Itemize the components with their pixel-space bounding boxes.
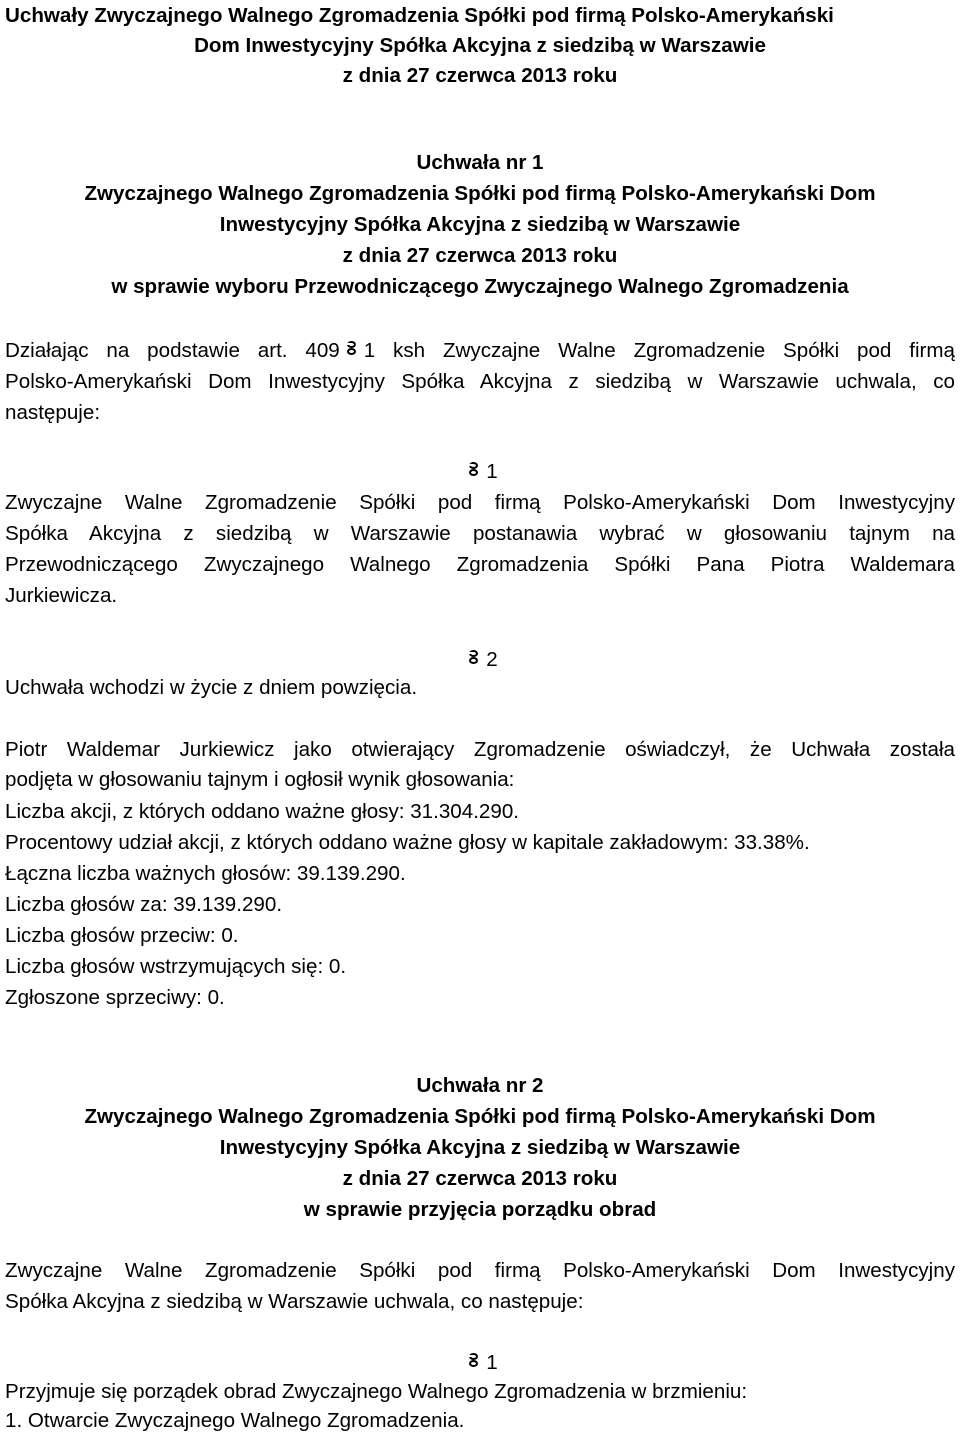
resolution-1-paragraph-2-heading bbox=[5, 644, 955, 675]
section-sign-icon bbox=[346, 341, 360, 359]
resolution-1-paragraph-2-text: Uchwała wchodzi w życie z dniem powzięcia. bbox=[5, 676, 418, 699]
section-sign-icon bbox=[468, 462, 482, 480]
resolution-2-title: Uchwała nr 2 bbox=[416, 1074, 544, 1097]
resolution-1-paragraph-1-line-2: Spółka Akcyjna z siedzibą w Warszawie postanawia wybrać w głosowaniu tajnym na bbox=[5, 522, 955, 545]
vote-result-shares: Liczba akcji, z których oddano ważne głosy: 31.304.290. bbox=[5, 800, 520, 823]
paragraph-number: 1 bbox=[486, 1351, 498, 1374]
resolution-2-intro-line-1: Zwyczajne Walne Zgromadzenie Spółki pod firmą Polsko-Amerykański Dom Inwestycyjny bbox=[5, 1259, 955, 1282]
doc-title-line-2: Dom Inwestycyjny Spółka Akcyjna z siedzibą w Warszawie bbox=[194, 34, 766, 57]
resolution-1-paragraph-1-heading bbox=[5, 456, 955, 487]
intro-legal-rest: 1 ksh Zwyczajne Walne Zgromadzenie Spółki pod firmą bbox=[363, 339, 955, 362]
intro-legal-basis: Działając na podstawie art. 409 bbox=[5, 339, 340, 362]
resolution-1-heading-line-1: Zwyczajnego Walnego Zgromadzenia Spółki pod firmą Polsko-Amerykański Dom bbox=[84, 182, 876, 205]
resolution-2-paragraph-1-heading bbox=[5, 1347, 955, 1378]
doc-title-date: z dnia 27 czerwca 2013 roku bbox=[342, 64, 618, 87]
vote-result-percentage: Procentowy udział akcji, z których oddano ważne głosy w kapitale zakładowym: 33.38%. bbox=[5, 831, 810, 854]
resolution-1-intro-line-1 bbox=[5, 335, 955, 366]
resolution-1-paragraph-1-line-1: Zwyczajne Walne Zgromadzenie Spółki pod firmą Polsko-Amerykański Dom Inwestycyjny bbox=[5, 491, 955, 514]
paragraph-number: 1 bbox=[486, 460, 498, 483]
resolution-1-result-line-2: podjęta w głosowaniu tajnym i ogłosił wynik głosowania: bbox=[5, 768, 515, 791]
resolution-1-paragraph-1-line-3: Przewodniczącego Zwyczajnego Walnego Zgromadzenia Spółki Pana Piotra Waldemara bbox=[5, 553, 955, 576]
vote-result-against: Liczba głosów przeciw: 0. bbox=[5, 924, 239, 947]
resolution-1-subject: w sprawie wyboru Przewodniczącego Zwyczajnego Walnego Zgromadzenia bbox=[111, 275, 849, 298]
resolution-2-paragraph-1-line-1: Przyjmuje się porządek obrad Zwyczajnego Walnego Zgromadzenia w brzmieniu: bbox=[5, 1380, 748, 1403]
resolution-2-heading-line-1: Zwyczajnego Walnego Zgromadzenia Spółki pod firmą Polsko-Amerykański Dom bbox=[84, 1105, 876, 1128]
section-sign-icon bbox=[468, 1353, 482, 1371]
resolution-1-intro-line-3: następuje: bbox=[5, 401, 101, 424]
vote-result-for: Liczba głosów za: 39.139.290. bbox=[5, 893, 283, 916]
resolution-2-subject: w sprawie przyjęcia porządku obrad bbox=[303, 1198, 657, 1221]
resolution-2-heading-line-2: Inwestycyjny Spółka Akcyjna z siedzibą w Warszawie bbox=[219, 1136, 741, 1159]
vote-result-abstain: Liczba głosów wstrzymujących się: 0. bbox=[5, 955, 347, 978]
resolution-1-intro-line-2: Polsko-Amerykański Dom Inwestycyjny Spółka Akcyjna z siedzibą w Warszawie uchwala, co bbox=[5, 370, 955, 393]
resolution-1-title: Uchwała nr 1 bbox=[416, 151, 544, 174]
resolution-1-result-line-1: Piotr Waldemar Jurkiewicz jako otwierający Zgromadzenie oświadczył, że Uchwała została bbox=[5, 738, 955, 761]
resolution-2-intro-line-2: Spółka Akcyjna z siedzibą w Warszawie uchwala, co następuje: bbox=[5, 1290, 584, 1313]
section-sign-icon bbox=[468, 650, 482, 668]
agenda-item-1: 1. Otwarcie Zwyczajnego Walnego Zgromadzenia. bbox=[5, 1409, 465, 1432]
resolution-1-paragraph-1-line-4: Jurkiewicza. bbox=[5, 584, 118, 607]
vote-result-objections: Zgłoszone sprzeciwy: 0. bbox=[5, 986, 225, 1009]
paragraph-number: 2 bbox=[486, 648, 498, 671]
resolution-1-heading-line-2: Inwestycyjny Spółka Akcyjna z siedzibą w Warszawie bbox=[219, 213, 741, 236]
doc-title-line-1: Uchwały Zwyczajnego Walnego Zgromadzenia Spółki pod firmą Polsko-Amerykański bbox=[5, 4, 834, 27]
resolution-2-date: z dnia 27 czerwca 2013 roku bbox=[342, 1167, 618, 1190]
vote-result-total-votes: Łączna liczba ważnych głosów: 39.139.290. bbox=[5, 862, 406, 885]
resolution-1-date: z dnia 27 czerwca 2013 roku bbox=[342, 244, 618, 267]
